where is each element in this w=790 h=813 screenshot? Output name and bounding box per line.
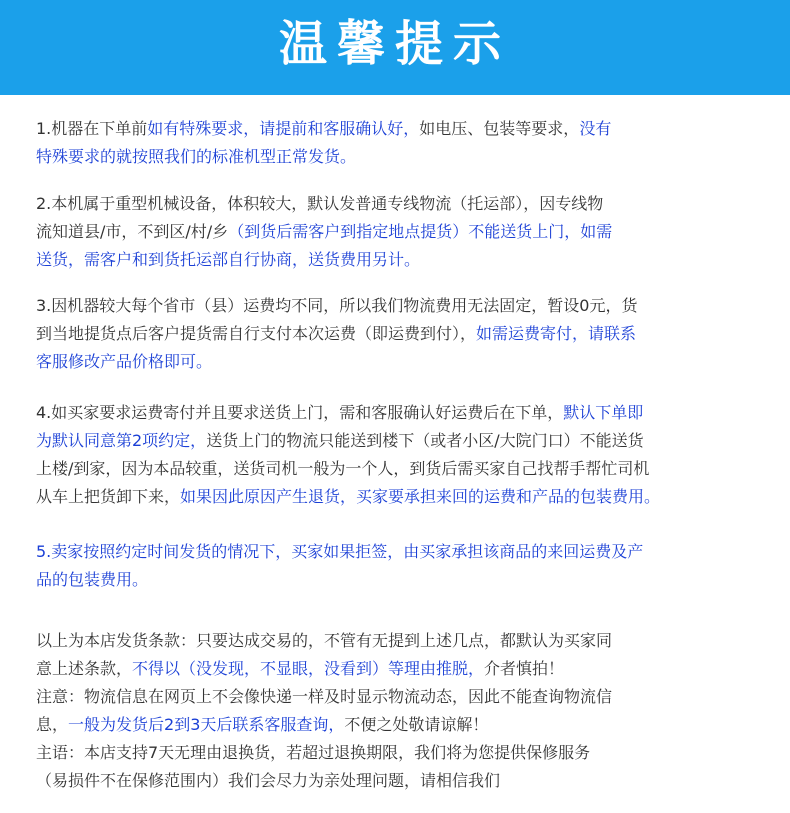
paragraph-line (36, 627, 766, 655)
highlight-text: 为默认同意第2项约定， (36, 431, 207, 450)
highlight-text: 特殊要求的就按照我们的标准机型正常发货。 (36, 147, 357, 166)
paragraph-line (36, 711, 766, 739)
paragraph-line (36, 655, 766, 683)
paragraph-line (36, 320, 766, 348)
highlight-text: 品的包装费用。 (36, 570, 149, 589)
body-text: 意上述条款， (36, 659, 133, 678)
body-text: 息， (36, 715, 69, 734)
body-text: 4.如买家要求运费寄付并且要求送货上门，需和客服确认好运费后在下单， (36, 403, 564, 422)
body-text: 主语：本店支持7天无理由退换货，若超过退换期限，我们将为您提供保修服务 (36, 743, 591, 762)
body-text: 2.本机属于重型机械设备，体积较大，默认发普通专线物流（托运部），因专线物 (36, 194, 604, 213)
highlight-text: 一般为发货后2到3天后联系客服查询， (68, 715, 345, 734)
body-text: 介者慎拍！ (484, 659, 565, 678)
notice-paragraph-4 (36, 399, 766, 511)
body-text: 到当地提货点后客户提货需自行支付本次运费（即运费到付）， (36, 324, 477, 343)
paragraph-line (36, 538, 766, 566)
paragraph-line (36, 348, 766, 376)
body-text: 1.机器在下单前 (36, 119, 148, 138)
body-text: 以上为本店发货条款：只要达成交易的，不管有无提到上述几点，都默认为买家同 (36, 631, 613, 650)
body-text: 送货上门的物流只能送到楼下（或者小区/大院门口）不能送货 (206, 431, 644, 450)
paragraph-line (36, 767, 766, 795)
highlight-text: 如果因此原因产生退货，买家要承担来回的运费和产品的包装费用。 (180, 487, 661, 506)
paragraph-line (36, 115, 766, 143)
highlight-text: 不得以（没发现，不显眼，没看到）等理由推脱， (132, 659, 485, 678)
highlight-text: 如有特殊要求，请提前和客服确认好， (147, 119, 420, 138)
highlight-text: 默认下单即 (563, 403, 644, 422)
notice-paragraph-3 (36, 292, 766, 376)
paragraph-line (36, 483, 766, 511)
body-text: 注意：物流信息在网页上不会像快递一样及时显示物流动态，因此不能查询物流信 (36, 687, 613, 706)
paragraph-line (36, 566, 766, 594)
paragraph-line (36, 218, 766, 246)
body-text: 3.因机器较大每个省市（县）运费均不同，所以我们物流费用无法固定，暂设0元，货 (36, 296, 638, 315)
body-text: （易损件不在保修范围内）我们会尽力为亲处理问题，请相信我们 (36, 771, 501, 790)
paragraph-line (36, 292, 766, 320)
header-banner (0, 0, 790, 95)
paragraph-line (36, 246, 766, 274)
highlight-text: 如需运费寄付，请联系 (476, 324, 637, 343)
highlight-text: 送货，需客户和到货托运部自行协商，送货费用另计。 (36, 250, 421, 269)
paragraph-line (36, 739, 766, 767)
notice-paragraph-5 (36, 538, 766, 594)
paragraph-line (36, 399, 766, 427)
body-text: 流知道县/市，不到区/村/乡 (36, 222, 229, 241)
body-text: 上楼/到家，因为本品较重，送货司机一般为一个人，到货后需买家自己找帮手帮忙司机 (36, 459, 650, 478)
paragraph-line (36, 190, 766, 218)
highlight-text: 没有 (579, 119, 612, 138)
body-text: 不便之处敬请谅解！ (344, 715, 489, 734)
notice-paragraph-6 (36, 627, 766, 795)
notice-paragraph-2 (36, 190, 766, 274)
notice-paragraph-1 (36, 115, 766, 171)
body-text: 从车上把货卸下来， (36, 487, 181, 506)
paragraph-line (36, 683, 766, 711)
body-text: 如电压、包装等要求， (419, 119, 580, 138)
highlight-text: 客服修改产品价格即可。 (36, 352, 213, 371)
highlight-text: 5.卖家按照约定时间发货的情况下，买家如果拒签，由买家承担该商品的来回运费及产 (36, 542, 644, 561)
highlight-text: （到货后需客户到指定地点提货）不能送货上门，如需 (228, 222, 613, 241)
page-title: 温馨提示 (278, 16, 511, 72)
paragraph-line (36, 455, 766, 483)
paragraph-line (36, 143, 766, 171)
paragraph-line (36, 427, 766, 455)
